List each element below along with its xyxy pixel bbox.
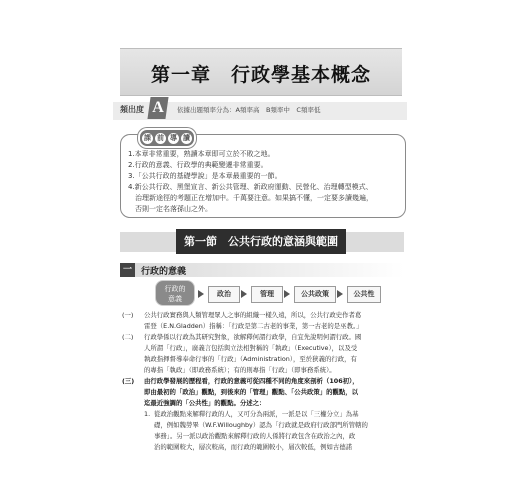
pre-reading-tag-char: 前 [157,133,164,142]
pre-reading-item: 4.新公共行政、黑堡宣言、新公共管理、新政府運動、民營化、治理轉型模式、 [128,183,373,191]
paragraph-line: 公共行政實務與人類管理眾人之事的組織一樣久遠，所以，公共行政史作者葛 [144,311,362,319]
flow-origin-box [155,280,195,306]
frequency-label: 頻出度 [120,105,144,114]
pre-reading-item: 否則一定名落孫山之外。 [128,205,212,213]
paragraph-line: 礎，例如魏勞畢（W.F.Willoughby）認為「行政就是政府行政部門所管轄的 [154,421,368,429]
pre-reading-item: 2.行政的意義、行政學的典範變遷非常重要。 [128,161,268,169]
flow-arrow-icon [198,290,206,298]
flow-arrow-icon [337,290,345,298]
flow-arrow-icon [284,290,292,298]
flow-step-management: 管理 [251,286,283,303]
frequency-description: 依據出題頻率分為：A頻率高 B頻率中 C頻率低 [177,106,321,114]
flow-step-publicness: 公共性 [347,286,381,303]
paragraph-item [122,332,404,376]
chapter-header [120,48,402,96]
paragraph-line: 人所謂「行政」，廣義言包括與立法相對稱的「執政」（Executive），以及受 [144,344,358,352]
paragraph-line: 治的範圍較大，層次較高，而行政的範圍較小，層次較低，例如古德諾 [154,443,353,451]
paragraph-number: (一) [122,311,134,319]
subsection-marker: 一 [120,263,135,277]
section-title: 第一節 公共行政的意涵與範圍 [176,229,346,254]
pre-reading-item: 3.「公共行政的基礎學說」是本章最重要的一節。 [128,172,282,180]
frequency-grade-badge [147,97,168,119]
frequency-grade: A [152,99,164,116]
paragraph-line: 行政學係以行政為其研究對象，欲解釋何謂行政學，自宜先說明何謂行政。國 [144,333,362,341]
flow-origin-line: 意義 [168,295,182,303]
flow-step-politics: 政治 [208,286,240,303]
flow-arrow-icon [241,290,249,298]
pre-reading-tag [138,128,196,148]
paragraph-number: (三) [122,377,135,385]
paragraph-line: 即由最初的「政治」觀點，到後來的「管理」觀點、「公共政策」的觀點，以 [144,388,359,396]
sub-paragraph-item [122,409,404,453]
paragraph-line: 的專指「執政」（即政務系統）；有的則專指「行政」（即事務系統）。 [144,366,336,374]
paragraph-line: 從政治觀點來解釋行政的人，又可分為兩派，一派是以「三權分立」為基 [154,410,359,418]
paragraph-line: 雷登（E.N.Gladden）指稱：「行政是第二古老的事業，第一古老的是巫教。」 [144,322,363,330]
subsection-title: 行政的意義 [141,267,187,277]
pre-reading-item: 治理新途徑的考題正在增加中。千萬要注意。如果搞不懂，一定要多讀幾遍， [128,194,373,202]
paragraph-item [122,376,404,409]
paragraph-line: 執政指揮督導奉命行事的「行政」（Administration），至於狹義的行政，有 [144,355,357,363]
pre-reading-tag-char: 課 [144,133,151,142]
paragraph-line: 事務」。另一派以政治觀點來解釋行政的人係將行政包含在政治之內，政 [154,432,356,440]
chapter-title: 第一章 行政學基本概念 [150,64,371,86]
paragraph-line: 由行政學發展的歷程看，行政的意義可從四種不同的角度來剖析（106初）， [144,377,359,385]
pre-reading-tag-char: 讀 [183,133,190,142]
flow-step-public-policy: 公共政策 [294,286,336,303]
paragraph-number: (二) [122,333,134,341]
pre-reading-list [128,149,400,215]
sub-paragraph-number: 1. [144,410,151,418]
body-text [122,310,404,453]
pre-reading-tag-char: 導 [170,133,177,142]
flow-origin-line: 行政的 [164,285,186,293]
paragraph-line: 迄最近強調的「公共性」的觀點。分述之： [144,399,266,407]
paragraph-item [122,310,404,332]
pre-reading-item: 1.本章非常重要，熟讀本章即可立於不敗之地。 [128,150,275,158]
